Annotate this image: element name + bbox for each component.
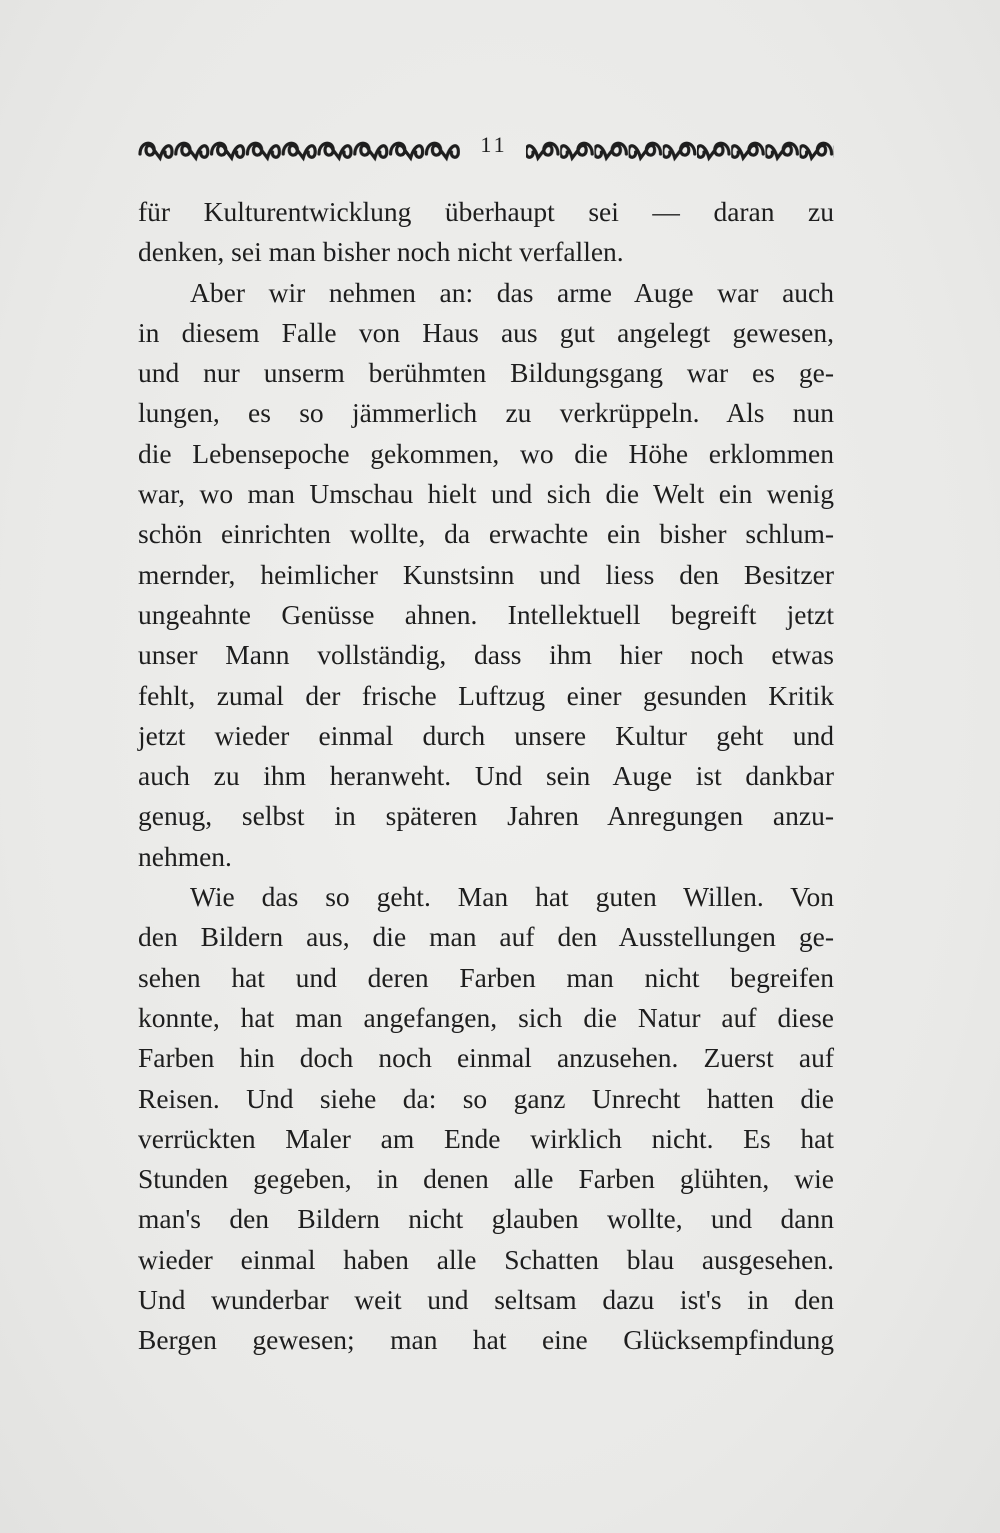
text-line: Wie das so geht. Man hat guten Willen. Von — [190, 881, 834, 913]
text-line: Aber wir nehmen an: das arme Auge war auch — [190, 276, 834, 308]
text-line: konnte, hat man angefangen, sich die Natur auf diese — [138, 1001, 834, 1033]
text-line: man's den Bildern nicht glauben wollte, und dann — [138, 1203, 834, 1235]
page-header — [138, 130, 834, 170]
text-line: Und wunderbar weit und seltsam dazu ist's in den — [138, 1284, 834, 1316]
text-line: die Lebensepoche gekommen, wo die Höhe erklommen — [138, 437, 834, 469]
text-line: Farben hin doch noch einmal anzusehen. Zuerst auf — [138, 1042, 834, 1074]
text-line: denken, sei man bisher noch nicht verfallen. — [138, 236, 624, 268]
text-line: Bergen gewesen; man hat eine Glücksempfindung — [138, 1324, 834, 1356]
text-line: war, wo man Umschau hielt und sich die Welt ein wenig — [138, 478, 834, 510]
text-line: genug, selbst in späteren Jahren Anregungen anzu- — [138, 800, 834, 832]
scroll-wave-ornament-icon — [526, 134, 834, 162]
text-line: nehmen. — [138, 840, 232, 872]
text-line: sehen hat und deren Farben man nicht begreifen — [138, 961, 834, 993]
text-line: jetzt wieder einmal durch unsere Kultur geht und — [138, 719, 834, 751]
text-line: für Kulturentwicklung überhaupt sei — daran zu — [138, 196, 834, 227]
text-line: in diesem Falle von Haus aus gut angelegt gewesen, — [138, 316, 834, 348]
text-line: auch zu ihm heranweht. Und sein Auge ist dankbar — [138, 760, 834, 792]
text-line: mernder, heimlicher Kunstsinn und liess den Besitzer — [138, 558, 834, 590]
text-line: Stunden gegeben, in denen alle Farben glühten, wie — [138, 1163, 834, 1195]
body-text — [138, 192, 834, 1361]
text-line: verrückten Maler am Ende wirklich nicht. Es hat — [138, 1122, 834, 1154]
text-line: Reisen. Und siehe da: so ganz Unrecht hatten die — [138, 1082, 834, 1114]
text-line: wieder einmal haben alle Schatten blau ausgesehen. — [138, 1243, 834, 1275]
text-line: ungeahnte Genüsse ahnen. Intellektuell begreift jetzt — [138, 598, 834, 630]
text-line: lungen, es so jämmerlich zu verkrüppeln. Als nun — [138, 397, 834, 429]
text-line: fehlt, zumal der frische Luftzug einer gesunden Kritik — [138, 679, 834, 711]
text-line: schön einrichten wollte, da erwachte ein bisher schlum- — [138, 518, 834, 550]
text-line: unser Mann vollständig, dass ihm hier noch etwas — [138, 639, 834, 671]
text-line: den Bildern aus, die man auf den Ausstellungen ge- — [138, 921, 834, 953]
page-number: 11 — [480, 132, 508, 157]
text-line: und nur unserm berühmten Bildungsgang war es ge- — [138, 357, 834, 389]
scroll-wave-ornament-icon — [138, 134, 460, 162]
